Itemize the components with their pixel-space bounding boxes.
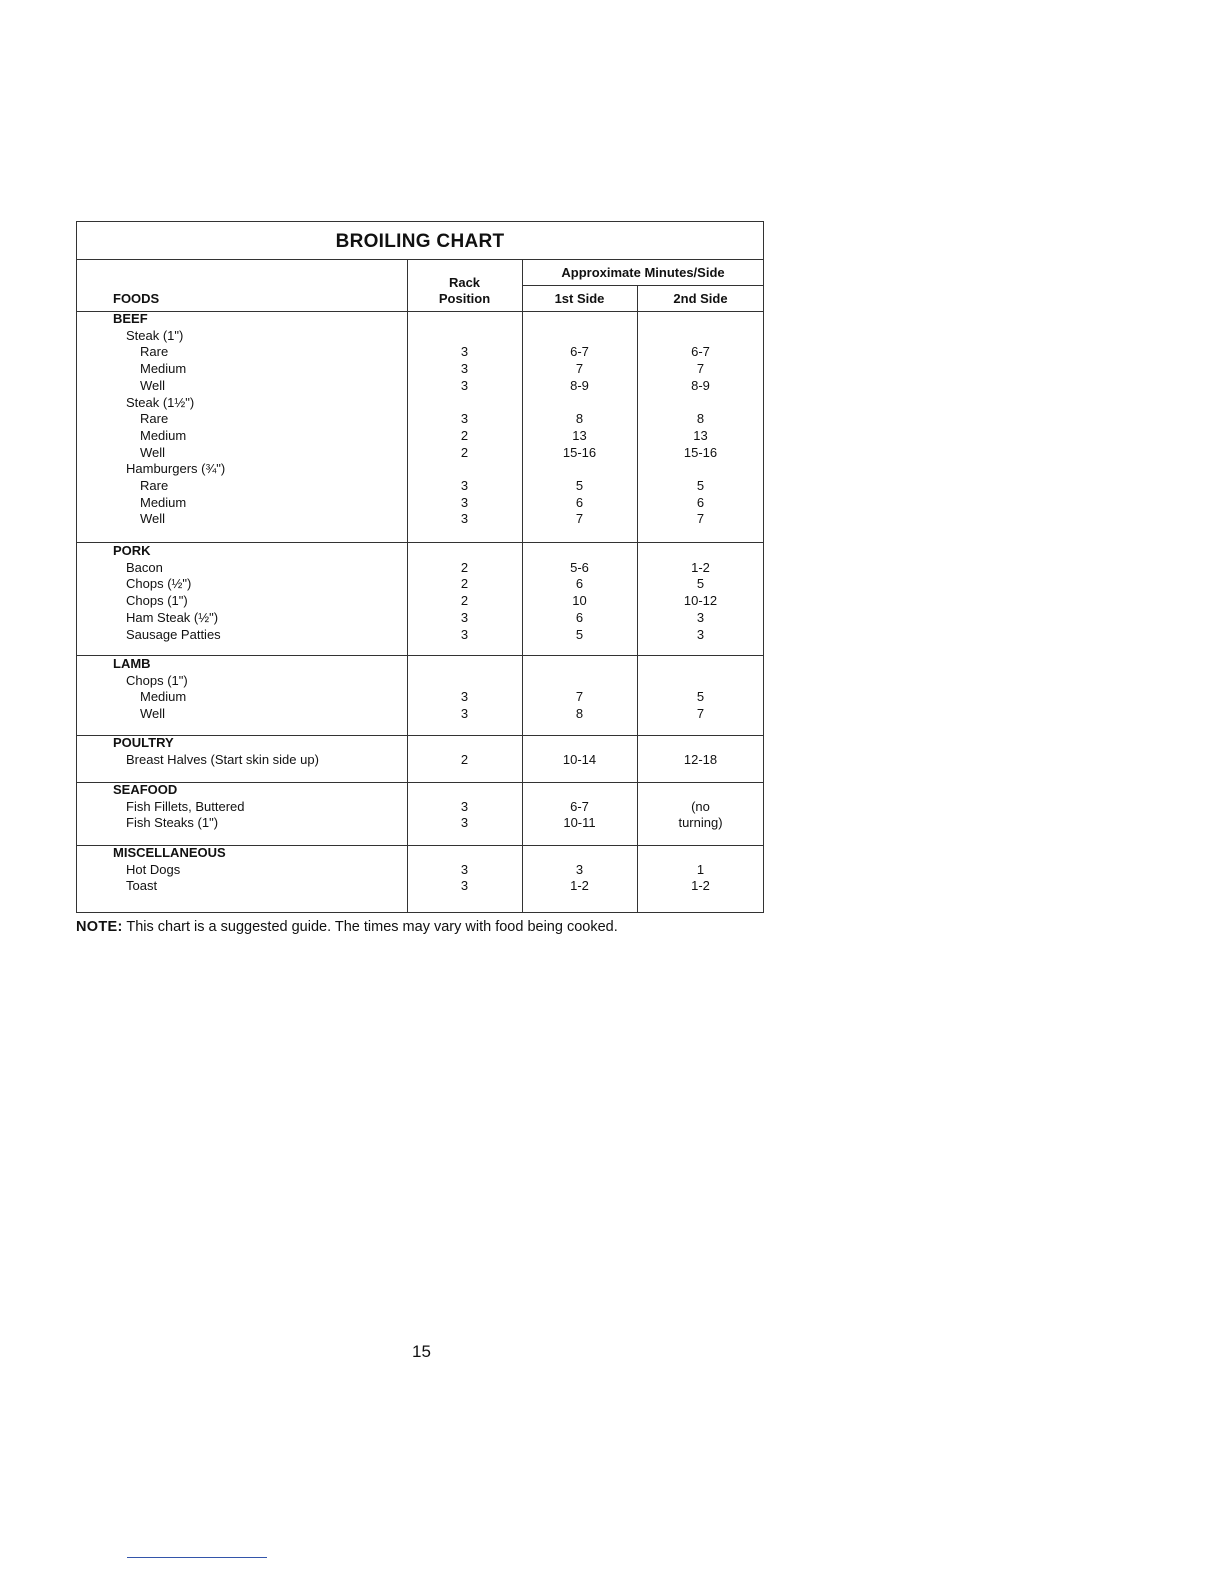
note-text: This chart is a suggested guide. The times may vary with food being cooked.	[122, 919, 618, 935]
second-side-minutes: 7	[696, 706, 705, 722]
first-side-minutes: 10-11	[563, 815, 596, 831]
second-side-minutes: (no	[691, 798, 710, 814]
food-item-label: Rare	[140, 411, 169, 427]
food-item-label: Well	[140, 377, 166, 393]
second-side-minutes: 6	[696, 494, 705, 510]
rack-position-value: 3	[460, 815, 469, 831]
first-side-minutes: 10-14	[562, 751, 597, 767]
first-side-minutes: 6	[575, 576, 584, 592]
food-item-label: Medium	[140, 361, 187, 377]
first-side-minutes: 6-7	[570, 798, 589, 814]
first-side-minutes: 3	[575, 861, 584, 877]
category-label: POULTRY	[113, 735, 174, 750]
first-side-minutes: 5	[575, 626, 584, 642]
approx-minutes-header: Approximate Minutes/Side	[561, 265, 725, 280]
page-number: 15	[412, 1342, 431, 1361]
first-side-minutes: 6	[575, 609, 584, 625]
first-side-minutes: 8	[575, 411, 584, 427]
food-item-label: Rare	[140, 478, 169, 493]
rack-position-value: 3	[460, 626, 469, 642]
food-item-label: Medium	[140, 427, 187, 443]
rack-position-value: 3	[460, 861, 469, 877]
rack-position-value: 2	[460, 427, 469, 443]
rack-position-value: 3	[460, 689, 469, 705]
food-item-label: Steak (1")	[126, 327, 184, 343]
second-side-minutes: 1-2	[691, 559, 710, 575]
first-side-minutes: 8-9	[570, 377, 589, 393]
rack-position-value: 2	[460, 559, 469, 575]
category-label: LAMB	[113, 656, 151, 671]
second-side-minutes: 6-7	[691, 344, 710, 360]
food-item-label: Fish Fillets, Buttered	[126, 798, 245, 814]
category-label: BEEF	[113, 311, 148, 326]
rack-position-value: 3	[460, 344, 469, 360]
food-item-label: Hot Dogs	[126, 861, 181, 877]
chart-note	[76, 919, 618, 935]
rack-position-value: 2	[460, 444, 469, 460]
first-side-minutes: 6-7	[570, 344, 589, 360]
group-separator	[77, 782, 764, 783]
second-side-minutes: 3	[696, 626, 705, 642]
food-item-label: Chops (1")	[126, 593, 188, 609]
foods-header: FOODS	[113, 291, 160, 306]
first-side-minutes: 13	[572, 427, 587, 443]
food-item-label: Well	[140, 444, 166, 460]
second-side-minutes: 15-16	[683, 444, 718, 460]
food-item-label: Hamburgers (¾")	[126, 461, 226, 477]
rack-position-value: 3	[460, 609, 469, 625]
first-side-header: 1st Side	[554, 291, 605, 306]
rack-position-value: 3	[460, 411, 469, 427]
rack-position-value: 3	[460, 478, 469, 493]
approx-header-underline	[522, 285, 764, 286]
rack-position-value: 2	[460, 751, 469, 767]
category-label: MISCELLANEOUS	[113, 845, 226, 860]
broiling-chart	[76, 221, 764, 913]
category-label: PORK	[113, 543, 151, 558]
second-side-minutes: 3	[696, 609, 705, 625]
second-side-minutes: 12-18	[683, 751, 718, 767]
second-side-minutes: 5	[696, 576, 705, 592]
second-side-minutes: 7	[696, 361, 705, 377]
rack-position-value: 2	[460, 576, 469, 592]
second-side-minutes: turning)	[678, 815, 723, 831]
rack-position-value: 3	[460, 706, 469, 722]
food-item-label: Bacon	[126, 559, 163, 575]
rack-position-value: 2	[460, 593, 469, 609]
rack-header-line2: Position	[438, 291, 491, 306]
rack-position-value: 3	[460, 494, 469, 510]
group-separator	[77, 655, 764, 656]
chart-title: BROILING CHART	[77, 222, 763, 260]
second-side-minutes: 1-2	[691, 878, 710, 894]
second-side-header: 2nd Side	[673, 291, 728, 306]
second-side-minutes: 5	[696, 689, 705, 705]
note-label: NOTE:	[76, 919, 123, 935]
food-item-label: Sausage Patties	[126, 626, 221, 642]
food-item-label: Rare	[140, 344, 169, 360]
header-bottom-line	[77, 311, 764, 312]
food-item-label: Well	[140, 511, 166, 527]
first-side-minutes: 1-2	[570, 878, 589, 894]
food-item-label: Ham Steak (½")	[126, 609, 219, 625]
second-side-minutes: 7	[696, 511, 705, 527]
food-item-label: Steak (1½")	[126, 394, 195, 410]
rack-position-value: 3	[460, 798, 469, 814]
food-item-label: Medium	[140, 494, 187, 510]
rack-position-value: 3	[460, 878, 469, 894]
food-item-label: Chops (½")	[126, 576, 192, 592]
second-side-minutes: 13	[693, 427, 708, 443]
rack-position-value: 3	[460, 377, 469, 393]
food-item-label: Chops (1")	[126, 672, 188, 688]
food-item-label: Medium	[140, 689, 187, 705]
food-item-label: Fish Steaks (1")	[126, 815, 219, 831]
first-side-minutes: 8	[575, 706, 584, 722]
second-side-minutes: 8	[696, 411, 705, 427]
first-side-minutes: 5-6	[570, 559, 589, 575]
first-side-minutes: 7	[575, 361, 584, 377]
second-side-minutes: 1	[696, 861, 705, 877]
rack-position-value: 3	[460, 361, 469, 377]
footer-rule	[127, 1557, 267, 1558]
rack-position-value: 3	[460, 511, 469, 527]
first-side-minutes: 6	[575, 494, 584, 510]
first-side-minutes: 15-16	[562, 444, 597, 460]
food-item-label: Breast Halves (Start skin side up)	[126, 751, 319, 767]
second-side-minutes: 10-12	[683, 593, 718, 609]
first-side-minutes: 7	[575, 511, 584, 527]
second-side-minutes: 5	[696, 478, 705, 493]
category-label: SEAFOOD	[113, 782, 178, 797]
group-separator	[77, 542, 764, 543]
second-side-minutes: 8-9	[691, 377, 710, 393]
first-side-minutes: 10	[572, 593, 587, 609]
rack-header-line1: Rack	[448, 275, 481, 290]
first-side-minutes: 5	[575, 478, 584, 493]
group-separator	[77, 735, 764, 736]
food-item-label: Well	[140, 706, 166, 722]
first-side-minutes: 7	[575, 689, 584, 705]
food-item-label: Toast	[126, 878, 158, 894]
